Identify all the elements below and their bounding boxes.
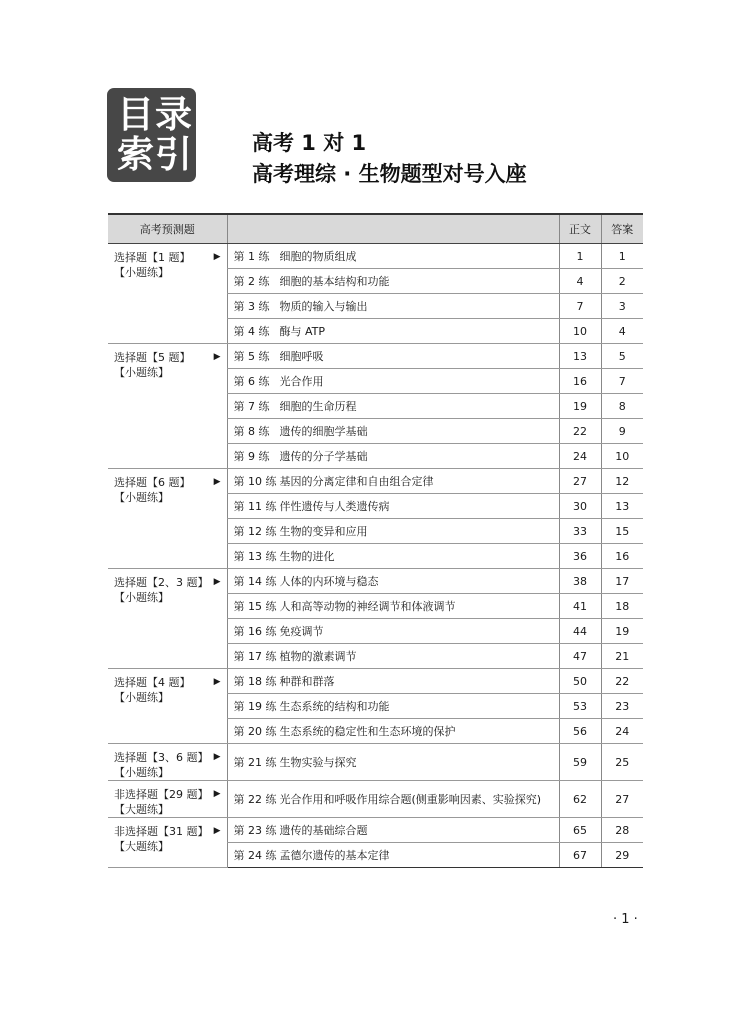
category-cell — [108, 744, 227, 781]
lesson-cell — [227, 469, 559, 494]
answer-page-number: 1 — [601, 244, 643, 269]
lesson-title: 细胞呼吸 — [279, 350, 324, 363]
category-label: 选择题【5 题】 — [114, 351, 191, 364]
col-header-category: 高考预测题 — [108, 214, 227, 244]
lesson-cell — [227, 244, 559, 269]
answer-page-number: 29 — [601, 843, 643, 868]
lesson-cell — [227, 494, 559, 519]
lesson-cell — [227, 544, 559, 569]
lesson-number: 第 23 练 — [233, 824, 277, 837]
table-row — [108, 569, 643, 594]
page-subtitle: 高考理综 · 生物题型对号入座 — [252, 162, 527, 186]
arrow-right-icon: ▶ — [213, 752, 221, 762]
arrow-right-icon: ▶ — [213, 252, 221, 262]
category-cell — [108, 781, 227, 818]
table-row — [108, 669, 643, 694]
lesson-title: 细胞的生命历程 — [279, 400, 357, 413]
header — [252, 128, 527, 189]
text-page-number: 62 — [559, 781, 601, 818]
category-sublabel: 【大题练】 — [114, 803, 169, 816]
table-row — [108, 781, 643, 818]
answer-page-number: 23 — [601, 694, 643, 719]
lesson-title: 人和高等动物的神经调节和体液调节 — [279, 600, 456, 613]
answer-page-number: 12 — [601, 469, 643, 494]
text-page-number: 7 — [559, 294, 601, 319]
col-header-title — [227, 214, 559, 244]
lesson-number: 第 10 练 — [233, 475, 277, 488]
category-sublabel: 【小题练】 — [114, 491, 169, 504]
lesson-cell — [227, 519, 559, 544]
category-sublabel: 【小题练】 — [114, 691, 169, 704]
col-header-text-page: 正文 — [559, 214, 601, 244]
arrow-right-icon: ▶ — [213, 677, 221, 687]
text-page-number: 13 — [559, 344, 601, 369]
arrow-right-icon: ▶ — [213, 826, 221, 836]
lesson-title: 细胞的基本结构和功能 — [279, 275, 390, 288]
lesson-cell — [227, 619, 559, 644]
text-page-number: 22 — [559, 419, 601, 444]
category-label: 非选择题【29 题】 — [114, 788, 209, 801]
text-page-number: 36 — [559, 544, 601, 569]
page-number: · 1 · — [613, 912, 638, 927]
lesson-number: 第 6 练 — [233, 375, 270, 388]
lesson-number: 第 21 练 — [233, 756, 277, 769]
lesson-number: 第 5 练 — [233, 350, 270, 363]
text-page-number: 4 — [559, 269, 601, 294]
answer-page-number: 7 — [601, 369, 643, 394]
lesson-title: 酶与 ATP — [279, 325, 326, 338]
lesson-title: 免疫调节 — [279, 625, 324, 638]
arrow-right-icon: ▶ — [213, 577, 221, 587]
arrow-right-icon: ▶ — [213, 477, 221, 487]
lesson-cell — [227, 269, 559, 294]
category-label: 选择题【3、6 题】 — [114, 751, 209, 764]
lesson-number: 第 1 练 — [233, 250, 270, 263]
lesson-title: 种群和群落 — [279, 675, 335, 688]
lesson-number: 第 8 练 — [233, 425, 270, 438]
lesson-cell — [227, 644, 559, 669]
table-row — [108, 469, 643, 494]
lesson-cell — [227, 719, 559, 744]
table-header-row — [108, 214, 643, 244]
text-page-number: 1 — [559, 244, 601, 269]
text-page-number: 24 — [559, 444, 601, 469]
lesson-number: 第 22 练 — [233, 793, 277, 806]
answer-page-number: 10 — [601, 444, 643, 469]
text-page-number: 38 — [559, 569, 601, 594]
answer-page-number: 22 — [601, 669, 643, 694]
answer-page-number: 17 — [601, 569, 643, 594]
lesson-title: 基因的分离定律和自由组合定律 — [279, 475, 434, 488]
answer-page-number: 24 — [601, 719, 643, 744]
lesson-number: 第 19 练 — [233, 700, 277, 713]
lesson-number: 第 2 练 — [233, 275, 270, 288]
lesson-cell — [227, 843, 559, 868]
lesson-title: 细胞的物质组成 — [279, 250, 357, 263]
lesson-number: 第 16 练 — [233, 625, 277, 638]
lesson-title: 生态系统的结构和功能 — [279, 700, 390, 713]
category-sublabel: 【小题练】 — [114, 366, 169, 379]
lesson-cell — [227, 669, 559, 694]
text-page-number: 44 — [559, 619, 601, 644]
category-sublabel: 【大题练】 — [114, 840, 169, 853]
answer-page-number: 19 — [601, 619, 643, 644]
lesson-number: 第 7 练 — [233, 400, 270, 413]
lesson-cell — [227, 369, 559, 394]
lesson-title: 物质的输入与输出 — [279, 300, 368, 313]
category-label: 非选择题【31 题】 — [114, 825, 209, 838]
text-page-number: 67 — [559, 843, 601, 868]
lesson-number: 第 20 练 — [233, 725, 277, 738]
text-page-number: 53 — [559, 694, 601, 719]
lesson-title: 生物的进化 — [279, 550, 335, 563]
category-cell — [108, 244, 227, 344]
badge-line-1: 目录 — [117, 93, 193, 136]
lesson-title: 遗传的分子学基础 — [279, 450, 368, 463]
category-cell — [108, 818, 227, 868]
text-page-number: 56 — [559, 719, 601, 744]
lesson-title: 植物的激素调节 — [279, 650, 357, 663]
text-page-number: 27 — [559, 469, 601, 494]
lesson-number: 第 24 练 — [233, 849, 277, 862]
text-page-number: 30 — [559, 494, 601, 519]
toc-table — [108, 213, 643, 868]
text-page-number: 50 — [559, 669, 601, 694]
category-cell — [108, 569, 227, 669]
category-sublabel: 【小题练】 — [114, 766, 169, 779]
badge-line-2: 索引 — [117, 133, 193, 176]
lesson-title: 孟德尔遗传的基本定律 — [279, 849, 390, 862]
category-label: 选择题【1 题】 — [114, 251, 191, 264]
answer-page-number: 13 — [601, 494, 643, 519]
text-page-number: 33 — [559, 519, 601, 544]
category-sublabel: 【小题练】 — [114, 266, 169, 279]
table-row — [108, 744, 643, 781]
lesson-title: 伴性遗传与人类遗传病 — [279, 500, 390, 513]
arrow-right-icon: ▶ — [213, 789, 221, 799]
category-cell — [108, 469, 227, 569]
category-sublabel: 【小题练】 — [114, 591, 169, 604]
lesson-title: 光合作用 — [279, 375, 324, 388]
lesson-title: 人体的内环境与稳态 — [279, 575, 379, 588]
table-row — [108, 818, 643, 843]
lesson-cell — [227, 419, 559, 444]
lesson-number: 第 4 练 — [233, 325, 270, 338]
category-label: 选择题【6 题】 — [114, 476, 191, 489]
text-page-number: 19 — [559, 394, 601, 419]
arrow-right-icon: ▶ — [213, 352, 221, 362]
page-title: 高考 1 对 1 — [252, 131, 367, 155]
lesson-cell — [227, 294, 559, 319]
lesson-cell — [227, 569, 559, 594]
lesson-cell — [227, 394, 559, 419]
category-cell — [108, 344, 227, 469]
lesson-title: 遗传的细胞学基础 — [279, 425, 368, 438]
lesson-title: 生态系统的稳定性和生态环境的保护 — [279, 725, 456, 738]
lesson-number: 第 14 练 — [233, 575, 277, 588]
lesson-number: 第 17 练 — [233, 650, 277, 663]
table-row — [108, 344, 643, 369]
lesson-number: 第 12 练 — [233, 525, 277, 538]
lesson-cell — [227, 744, 559, 781]
lesson-number: 第 11 练 — [233, 500, 277, 513]
lesson-number: 第 3 练 — [233, 300, 270, 313]
table-row — [108, 244, 643, 269]
lesson-number: 第 18 练 — [233, 675, 277, 688]
lesson-number: 第 15 练 — [233, 600, 277, 613]
lesson-number: 第 9 练 — [233, 450, 270, 463]
answer-page-number: 15 — [601, 519, 643, 544]
text-page-number: 65 — [559, 818, 601, 843]
lesson-number: 第 13 练 — [233, 550, 277, 563]
lesson-cell — [227, 594, 559, 619]
text-page-number: 10 — [559, 319, 601, 344]
answer-page-number: 16 — [601, 544, 643, 569]
answer-page-number: 4 — [601, 319, 643, 344]
lesson-cell — [227, 444, 559, 469]
lesson-title: 光合作用和呼吸作用综合题(侧重影响因素、实验探究) — [279, 793, 542, 806]
lesson-title: 生物实验与探究 — [279, 756, 357, 769]
index-badge — [107, 88, 196, 182]
category-cell — [108, 669, 227, 744]
lesson-title: 遗传的基础综合题 — [279, 824, 368, 837]
answer-page-number: 5 — [601, 344, 643, 369]
answer-page-number: 27 — [601, 781, 643, 818]
category-label: 选择题【2、3 题】 — [114, 576, 209, 589]
text-page-number: 41 — [559, 594, 601, 619]
text-page-number: 59 — [559, 744, 601, 781]
answer-page-number: 8 — [601, 394, 643, 419]
answer-page-number: 18 — [601, 594, 643, 619]
answer-page-number: 25 — [601, 744, 643, 781]
answer-page-number: 9 — [601, 419, 643, 444]
lesson-cell — [227, 818, 559, 843]
lesson-title: 生物的变异和应用 — [279, 525, 368, 538]
lesson-cell — [227, 344, 559, 369]
answer-page-number: 28 — [601, 818, 643, 843]
lesson-cell — [227, 319, 559, 344]
answer-page-number: 2 — [601, 269, 643, 294]
lesson-cell — [227, 781, 559, 818]
category-label: 选择题【4 题】 — [114, 676, 191, 689]
answer-page-number: 21 — [601, 644, 643, 669]
col-header-answer-page: 答案 — [601, 214, 643, 244]
text-page-number: 47 — [559, 644, 601, 669]
answer-page-number: 3 — [601, 294, 643, 319]
lesson-cell — [227, 694, 559, 719]
text-page-number: 16 — [559, 369, 601, 394]
